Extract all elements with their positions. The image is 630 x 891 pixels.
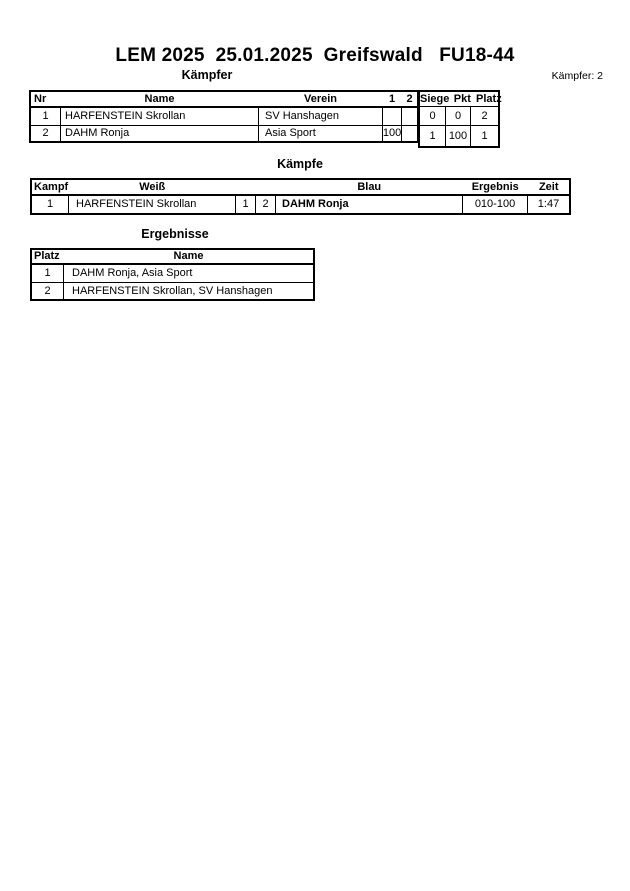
cell-wins: 0 (429, 109, 436, 122)
section-heading-kaempfer: Kämpfer (181, 68, 233, 82)
cell-fighter-name: HARFENSTEIN Skrollan (60, 108, 258, 125)
kaempfe-table-header-row (32, 180, 569, 196)
section-heading-kaempfe: Kämpfe (277, 157, 323, 171)
cell-place: 2 (470, 107, 498, 125)
kaempfer-score-box (418, 90, 500, 148)
cell-club: Asia Sport (258, 126, 382, 141)
column-header-platz: Platz (34, 250, 60, 262)
score-box-row (420, 107, 498, 125)
cell-round2-score (401, 108, 417, 125)
cell-place: 1 (44, 267, 51, 279)
column-header-siege: Siege (420, 92, 450, 105)
cell-blue-fighter-winner: DAHM Ronja (275, 196, 462, 213)
cell-white-fighter: HARFENSTEIN Skrollan (68, 196, 235, 213)
cell-points: 100 (445, 126, 470, 146)
column-header-kampf: Kampf (34, 180, 69, 193)
cell-points: 0 (445, 107, 470, 125)
ergebnisse-table-row (32, 265, 313, 282)
cell-result-score: 010-100 (462, 196, 527, 213)
column-header-spacer1 (235, 180, 255, 194)
cell-bout-number: 1 (46, 198, 54, 210)
kaempfer-table (29, 90, 419, 143)
kaempfe-table-row (32, 196, 569, 213)
cell-blue-fighter-number: 2 (255, 196, 275, 213)
column-header-zeit: Zeit (538, 180, 559, 193)
column-header-blau: Blau (357, 180, 382, 193)
column-header-pkt: Pkt (453, 92, 471, 105)
kaempfe-table (30, 178, 571, 215)
column-header-name: Name (144, 92, 175, 105)
column-header-round2: 2 (406, 92, 413, 105)
column-header-weiss: Weiß (139, 180, 166, 193)
ergebnisse-table (30, 248, 315, 301)
column-header-spacer2 (255, 180, 275, 194)
column-header-round1: 1 (388, 92, 396, 105)
cell-fighter-name: DAHM Ronja (60, 126, 258, 141)
kaempfer-table-row (31, 108, 417, 125)
cell-place: 1 (470, 126, 498, 146)
cell-fighter-and-club: HARFENSTEIN Skrollan, SV Hanshagen (63, 283, 313, 299)
kaempfer-table-header-row (31, 92, 417, 108)
page-title: LEM 2025 25.01.2025 Greifswald FU18-44 (115, 45, 515, 66)
section-heading-ergebnisse: Ergebnisse (141, 227, 209, 241)
cell-round1-score: 100 (382, 127, 401, 139)
column-header-platz: Platz (476, 92, 502, 105)
column-header-name: Name (173, 250, 204, 262)
column-header-ergebnis: Ergebnis (471, 180, 519, 193)
ergebnisse-table-row (32, 282, 313, 299)
column-header-verein: Verein (303, 92, 338, 105)
fighter-count-label: Kämpfer: 2 (551, 70, 603, 82)
cell-club: SV Hanshagen (258, 108, 382, 125)
cell-nr: 1 (42, 110, 49, 122)
cell-fighter-and-club: DAHM Ronja, Asia Sport (63, 265, 313, 282)
cell-round2-score (401, 126, 417, 141)
cell-nr: 2 (42, 127, 49, 139)
cell-bout-time: 1:47 (527, 196, 569, 213)
ergebnisse-table-header-row (32, 250, 313, 265)
cell-wins: 1 (429, 129, 436, 142)
kaempfer-table-row (31, 125, 417, 141)
cell-white-fighter-number: 1 (235, 196, 255, 213)
score-box-header-row (420, 92, 502, 107)
cell-round1-score (382, 108, 401, 125)
cell-place: 2 (44, 284, 51, 297)
score-box-row (420, 125, 498, 146)
column-header-nr: Nr (34, 92, 47, 105)
